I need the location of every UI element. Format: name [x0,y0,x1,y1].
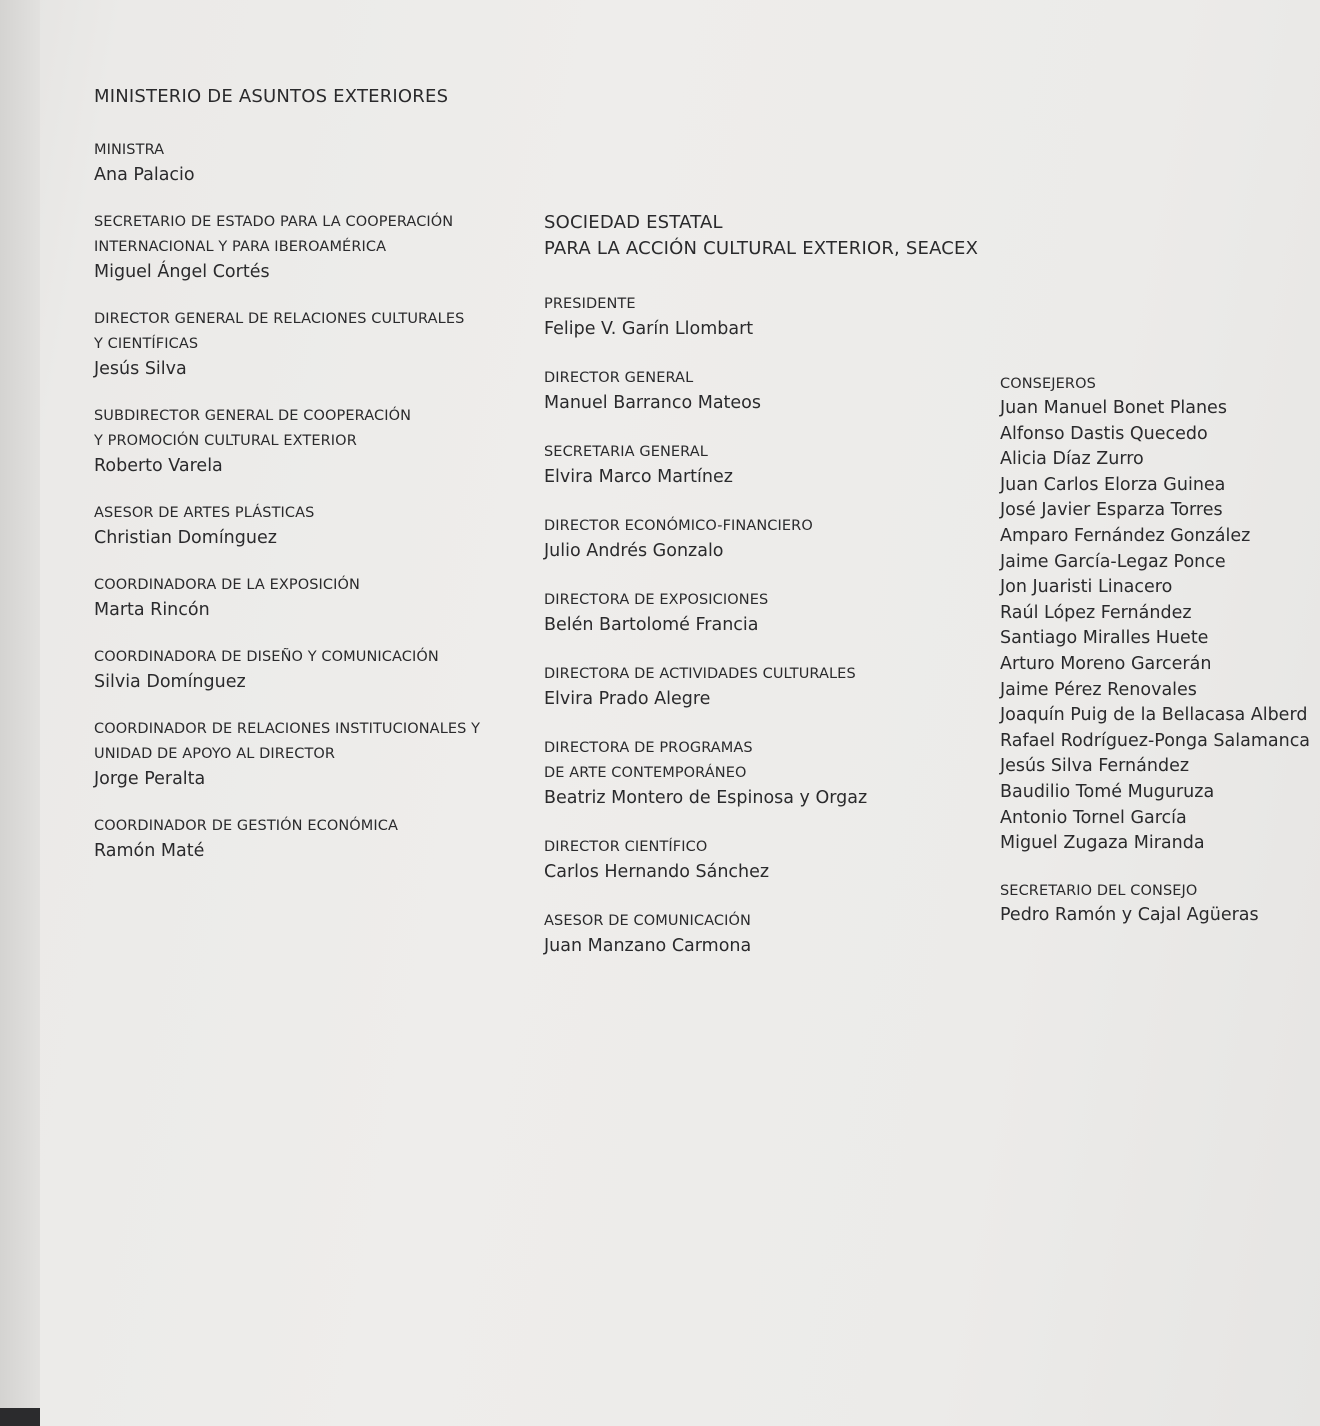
seacex-title-line: PARA LA ACCIÓN CULTURAL EXTERIOR, SEACEX [544,238,979,259]
staff-role [544,292,994,317]
staff-role-line: COORDINADORA DE LA EXPOSICIÓN [94,577,360,593]
council-member-name: Jesús Silva Fernández [1000,756,1190,777]
staff-role [544,588,994,613]
staff-role-line: ASESOR DE COMUNICACIÓN [544,913,751,929]
staff-role [94,210,514,260]
council-member-name: Miguel Zugaza Miranda [1000,833,1205,854]
staff-entry [94,717,514,791]
staff-role-line: DIRECTOR ECONÓMICO-FINANCIERO [544,518,813,534]
staff-entry [94,814,514,863]
staff-name: Miguel Ángel Cortés [94,262,270,282]
staff-name: Jorge Peralta [94,769,206,789]
staff-entry [94,501,514,550]
staff-entry [544,588,994,637]
staff-role [544,366,994,391]
staff-role-line: COORDINADORA DE DISEÑO Y COMUNICACIÓN [94,649,439,665]
council-member-name: Antonio Tornel García [1000,807,1187,828]
staff-name: Christian Domínguez [94,528,277,548]
staff-role-line: DIRECTOR GENERAL [544,370,694,386]
staff-entry [544,835,994,884]
council-member-name: Jon Juaristi Linacero [1000,577,1173,598]
council-member-name: Raúl López Fernández [1000,602,1192,623]
staff-role-line: DIRECTORA DE EXPOSICIONES [544,592,769,608]
council-member-name: Alicia Díaz Zurro [1000,449,1144,470]
council-secretary-name: Pedro Ramón y Cajal Agüeras [1000,904,1259,925]
staff-role-line: SECRETARIO DE ESTADO PARA LA COOPERACIÓN [94,214,454,230]
staff-role [544,736,994,786]
staff-entry [544,366,994,415]
staff-role [544,909,994,934]
council-member-name: Jaime García-Legaz Ponce [1000,551,1226,572]
council-member-name: Baudilio Tomé Muguruza [1000,781,1215,802]
staff-entry [544,662,994,711]
staff-name: Julio Andrés Gonzalo [544,541,724,561]
staff-name: Jesús Silva [94,359,187,379]
staff-entry [94,307,514,381]
council-member-name: Alfonso Dastis Quecedo [1000,423,1208,444]
staff-role-line: DE ARTE CONTEMPORÁNEO [544,765,747,781]
council-secretary-role: SECRETARIO DEL CONSEJO [1000,882,1198,899]
staff-role [544,662,994,687]
council-member-name: Amparo Fernández González [1000,525,1251,546]
staff-role-line: Y PROMOCIÓN CULTURAL EXTERIOR [94,433,357,449]
staff-role [94,573,514,598]
staff-entry [544,292,994,341]
staff-role-line: PRESIDENTE [544,296,636,312]
seacex-title [544,210,994,262]
seacex-entries [544,292,994,958]
page-bottom-edge [0,1408,40,1426]
staff-name: Belén Bartolomé Francia [544,615,759,635]
staff-entry [94,645,514,694]
staff-role [94,645,514,670]
staff-role [94,138,514,163]
council-members-list [1000,396,1320,857]
council-member-name: Arturo Moreno Garcerán [1000,653,1212,674]
staff-name: Ana Palacio [94,165,195,185]
staff-role-line: DIRECTORA DE PROGRAMAS [544,740,753,756]
staff-role [94,717,514,767]
council-column [1000,372,1320,928]
staff-entry [544,514,994,563]
staff-entry [544,736,994,810]
staff-role [94,814,514,839]
staff-name: Roberto Varela [94,456,223,476]
staff-name: Silvia Domínguez [94,672,246,692]
staff-role [94,404,514,454]
staff-entry [544,909,994,958]
council-member-name: Santiago Miralles Huete [1000,628,1209,649]
staff-role-line: SECRETARIA GENERAL [544,444,708,460]
staff-role-line: MINISTRA [94,142,165,158]
staff-entry [94,210,514,284]
council-member-name: Jaime Pérez Renovales [1000,679,1197,700]
staff-role-line: UNIDAD DE APOYO AL DIRECTOR [94,746,336,762]
staff-role-line: DIRECTOR GENERAL DE RELACIONES CULTURALES [94,311,465,327]
staff-role [94,307,514,357]
staff-role-line: COORDINADOR DE GESTIÓN ECONÓMICA [94,818,399,834]
ministry-column [94,84,514,886]
council-role: CONSEJEROS [1000,376,1096,392]
council-member-name: Rafael Rodríguez-Ponga Salamanca [1000,730,1311,751]
council-member-name: Juan Manuel Bonet Planes [1000,398,1227,418]
staff-role-line: SUBDIRECTOR GENERAL DE COOPERACIÓN [94,408,412,424]
staff-entry [94,404,514,478]
staff-name: Juan Manzano Carmona [544,936,752,956]
staff-name: Ramón Maté [94,841,205,861]
staff-role [544,440,994,465]
staff-name: Carlos Hernando Sánchez [544,862,770,882]
staff-role-line: ASESOR DE ARTES PLÁSTICAS [94,505,315,521]
staff-name: Elvira Marco Martínez [544,467,733,487]
staff-name: Felipe V. Garín Llombart [544,319,754,339]
staff-role-line: INTERNACIONAL Y PARA IBEROAMÉRICA [94,239,387,255]
seacex-column [544,210,994,983]
staff-role [544,835,994,860]
staff-role [544,514,994,539]
staff-name: Beatriz Montero de Espinosa y Orgaz [544,788,868,808]
seacex-title-line: SOCIEDAD ESTATAL [544,212,723,233]
ministry-title: MINISTERIO DE ASUNTOS EXTERIORES [94,86,449,107]
council-member-name: José Javier Esparza Torres [1000,500,1223,521]
council-member-name: Juan Carlos Elorza Guinea [1000,474,1226,495]
staff-entry [544,440,994,489]
staff-name: Marta Rincón [94,600,210,620]
staff-role-line: DIRECTORA DE ACTIVIDADES CULTURALES [544,666,856,682]
staff-entry [94,573,514,622]
council-member-name: Joaquín Puig de la Bellacasa Alberd [1000,705,1308,726]
staff-role [94,501,514,526]
staff-name: Manuel Barranco Mateos [544,393,761,413]
page-gutter [0,0,40,1426]
staff-role-line: DIRECTOR CIENTÍFICO [544,839,708,855]
staff-name: Elvira Prado Alegre [544,689,711,709]
staff-role-line: COORDINADOR DE RELACIONES INSTITUCIONALES Y [94,721,481,737]
ministry-entries [94,138,514,863]
staff-entry [94,138,514,187]
staff-role-line: Y CIENTÍFICAS [94,336,199,352]
